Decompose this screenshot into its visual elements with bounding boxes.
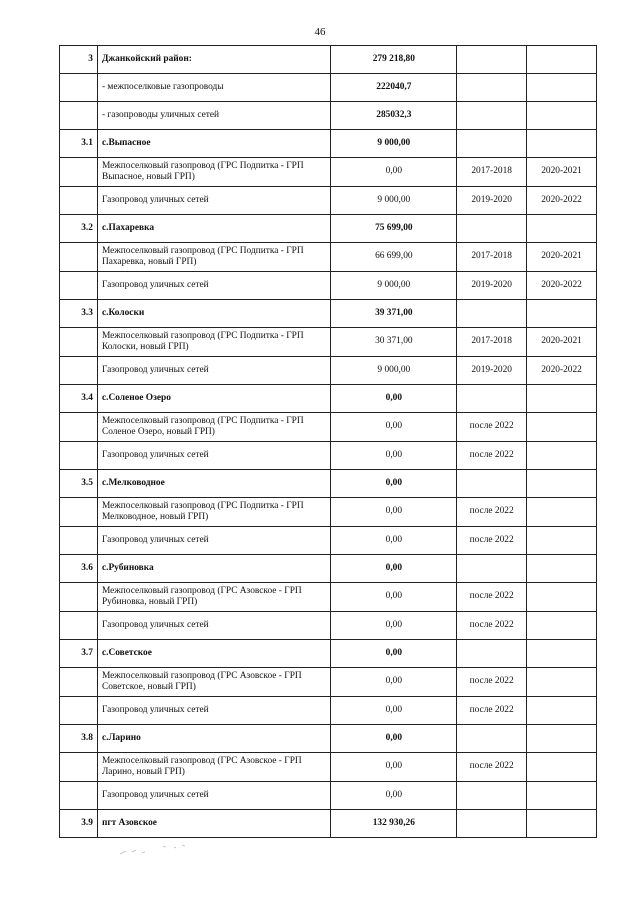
row-amount-cell: 0,00 [331,782,457,810]
table-row-section [60,640,597,668]
row-number-cell [60,272,98,300]
row-number-cell [60,357,98,385]
row-period-end-cell: 2020-2021 [527,158,597,187]
table-row [60,442,597,470]
row-amount-cell: 279 218,80 [331,46,457,74]
row-name-cell: Газопровод уличных сетей [97,442,331,470]
row-name-cell: Межпоселковый газопровод (ГРС Подпитка - ГРП Соленое Озеро, новый ГРП) [97,413,331,442]
row-amount-cell: 0,00 [331,555,457,583]
row-period-end-cell [527,697,597,725]
row-name-cell: Джанкойский район: [97,46,331,74]
row-period-start-cell: 2019-2020 [457,187,527,215]
table-row [60,357,597,385]
row-period-end-cell: 2020-2022 [527,357,597,385]
row-amount-cell: 75 699,00 [331,215,457,243]
row-period-end-cell [527,470,597,498]
row-name-cell: с.Соленое Озеро [97,385,331,413]
row-number-cell: 3 [60,46,98,74]
row-name-cell: Газопровод уличных сетей [97,697,331,725]
row-amount-cell: 9 000,00 [331,130,457,158]
table-row-section [60,385,597,413]
row-period-start-cell: 2019-2020 [457,357,527,385]
row-number-cell: 3.8 [60,725,98,753]
faint-marks [118,840,218,860]
table-row [60,583,597,612]
row-number-cell [60,498,98,527]
row-number-cell: 3.3 [60,300,98,328]
table-row [60,74,597,102]
row-period-end-cell [527,442,597,470]
table-row [60,328,597,357]
row-period-end-cell [527,300,597,328]
table-row-section [60,555,597,583]
row-amount-cell: 0,00 [331,640,457,668]
row-number-cell: 3.1 [60,130,98,158]
table-body [60,46,597,838]
row-period-start-cell: после 2022 [457,413,527,442]
row-amount-cell: 30 371,00 [331,328,457,357]
row-number-cell [60,442,98,470]
table-row-section [60,300,597,328]
row-number-cell [60,583,98,612]
row-name-cell: - межпоселковые газопроводы [97,74,331,102]
row-amount-cell: 0,00 [331,583,457,612]
row-amount-cell: 0,00 [331,498,457,527]
row-period-end-cell [527,555,597,583]
row-period-end-cell [527,130,597,158]
row-amount-cell: 9 000,00 [331,357,457,385]
table-row [60,243,597,272]
row-period-end-cell [527,725,597,753]
row-amount-cell: 9 000,00 [331,272,457,300]
row-number-cell [60,158,98,187]
table-row [60,668,597,697]
row-period-start-cell: после 2022 [457,442,527,470]
row-period-start-cell: после 2022 [457,753,527,782]
table-row [60,697,597,725]
table-row [60,612,597,640]
row-amount-cell: 0,00 [331,158,457,187]
row-amount-cell: 222040,7 [331,74,457,102]
row-period-start-cell [457,725,527,753]
row-amount-cell: 0,00 [331,413,457,442]
row-period-start-cell [457,130,527,158]
row-period-start-cell [457,555,527,583]
row-amount-cell: 0,00 [331,612,457,640]
row-name-cell: Газопровод уличных сетей [97,527,331,555]
table-row [60,527,597,555]
row-period-end-cell [527,612,597,640]
table-row [60,413,597,442]
table-row [60,187,597,215]
row-number-cell [60,612,98,640]
row-period-start-cell: 2017-2018 [457,328,527,357]
row-period-end-cell [527,385,597,413]
table-row-section [60,725,597,753]
row-amount-cell: 0,00 [331,442,457,470]
row-period-end-cell [527,782,597,810]
row-amount-cell: 0,00 [331,725,457,753]
row-number-cell [60,328,98,357]
row-number-cell: 3.6 [60,555,98,583]
page-number: 46 [314,26,326,38]
row-number-cell [60,697,98,725]
row-name-cell: Межпоселковый газопровод (ГРС Азовское - ГРП Рубиновка, новый ГРП) [97,583,331,612]
row-period-start-cell: после 2022 [457,612,527,640]
row-period-start-cell [457,470,527,498]
row-number-cell: 3.4 [60,385,98,413]
row-amount-cell: 0,00 [331,668,457,697]
row-amount-cell: 0,00 [331,470,457,498]
row-period-start-cell: после 2022 [457,527,527,555]
row-number-cell: 3.7 [60,640,98,668]
row-period-end-cell [527,527,597,555]
row-name-cell: пгт Азовское [97,810,331,838]
row-name-cell: Межпоселковый газопровод (ГРС Азовское - ГРП Советское, новый ГРП) [97,668,331,697]
row-amount-cell: 9 000,00 [331,187,457,215]
row-number-cell [60,74,98,102]
row-name-cell: Межпоселковый газопровод (ГРС Подпитка - ГРП Колоски, новый ГРП) [97,328,331,357]
table-row [60,272,597,300]
row-amount-cell: 0,00 [331,385,457,413]
row-name-cell: с.Мелководное [97,470,331,498]
row-period-end-cell: 2020-2022 [527,272,597,300]
row-period-end-cell [527,215,597,243]
row-period-start-cell [457,215,527,243]
row-number-cell [60,243,98,272]
row-number-cell [60,102,98,130]
row-name-cell: с.Колоски [97,300,331,328]
row-name-cell: Межпоселковый газопровод (ГРС Подпитка - ГРП Пахаревка, новый ГРП) [97,243,331,272]
row-period-start-cell: 2017-2018 [457,243,527,272]
row-number-cell: 3.9 [60,810,98,838]
row-name-cell: с.Пахаревка [97,215,331,243]
table-row [60,782,597,810]
table-row-section [60,215,597,243]
row-name-cell: с.Ларино [97,725,331,753]
row-name-cell: Межпоселковый газопровод (ГРС Подпитка - ГРП Мелководное, новый ГРП) [97,498,331,527]
row-period-start-cell: после 2022 [457,668,527,697]
row-period-end-cell [527,102,597,130]
row-number-cell: 3.2 [60,215,98,243]
row-period-end-cell [527,583,597,612]
row-number-cell [60,413,98,442]
row-amount-cell: 285032,3 [331,102,457,130]
row-period-end-cell: 2020-2021 [527,328,597,357]
table-row [60,753,597,782]
row-amount-cell: 0,00 [331,753,457,782]
table-row [60,498,597,527]
row-number-cell [60,527,98,555]
row-period-end-cell [527,74,597,102]
row-period-end-cell: 2020-2021 [527,243,597,272]
row-number-cell [60,668,98,697]
row-period-start-cell [457,782,527,810]
row-period-start-cell [457,810,527,838]
table-row-section [60,810,597,838]
row-period-end-cell [527,413,597,442]
row-period-start-cell [457,74,527,102]
row-period-start-cell [457,640,527,668]
row-name-cell: Межпоселковый газопровод (ГРС Подпитка - ГРП Выпасное, новый ГРП) [97,158,331,187]
row-period-start-cell: после 2022 [457,697,527,725]
table-row [60,158,597,187]
row-amount-cell: 39 371,00 [331,300,457,328]
row-period-end-cell [527,810,597,838]
row-period-start-cell: после 2022 [457,498,527,527]
row-name-cell: Газопровод уличных сетей [97,187,331,215]
row-number-cell [60,187,98,215]
row-period-end-cell [527,46,597,74]
row-name-cell: с.Выпасное [97,130,331,158]
row-name-cell: Газопровод уличных сетей [97,612,331,640]
row-number-cell [60,753,98,782]
row-period-end-cell [527,753,597,782]
row-period-start-cell: 2019-2020 [457,272,527,300]
row-period-end-cell [527,668,597,697]
row-period-end-cell [527,640,597,668]
table-row-section [60,130,597,158]
row-name-cell: Межпоселковый газопровод (ГРС Азовское - ГРП Ларино, новый ГРП) [97,753,331,782]
row-period-start-cell [457,300,527,328]
row-period-end-cell: 2020-2022 [527,187,597,215]
row-name-cell: с.Рубиновка [97,555,331,583]
row-amount-cell: 66 699,00 [331,243,457,272]
row-number-cell: 3.5 [60,470,98,498]
row-name-cell: Газопровод уличных сетей [97,357,331,385]
table-row [60,102,597,130]
row-amount-cell: 0,00 [331,527,457,555]
row-period-start-cell [457,385,527,413]
row-name-cell: Газопровод уличных сетей [97,782,331,810]
row-amount-cell: 0,00 [331,697,457,725]
row-amount-cell: 132 930,26 [331,810,457,838]
row-name-cell: Газопровод уличных сетей [97,272,331,300]
row-period-start-cell [457,46,527,74]
row-name-cell: - газопроводы уличных сетей [97,102,331,130]
row-period-start-cell [457,102,527,130]
row-period-start-cell: 2017-2018 [457,158,527,187]
row-period-end-cell [527,498,597,527]
gasification-table [59,45,597,838]
row-period-start-cell: после 2022 [457,583,527,612]
table-row-section [60,46,597,74]
row-number-cell [60,782,98,810]
table-row-section [60,470,597,498]
row-name-cell: с.Советское [97,640,331,668]
